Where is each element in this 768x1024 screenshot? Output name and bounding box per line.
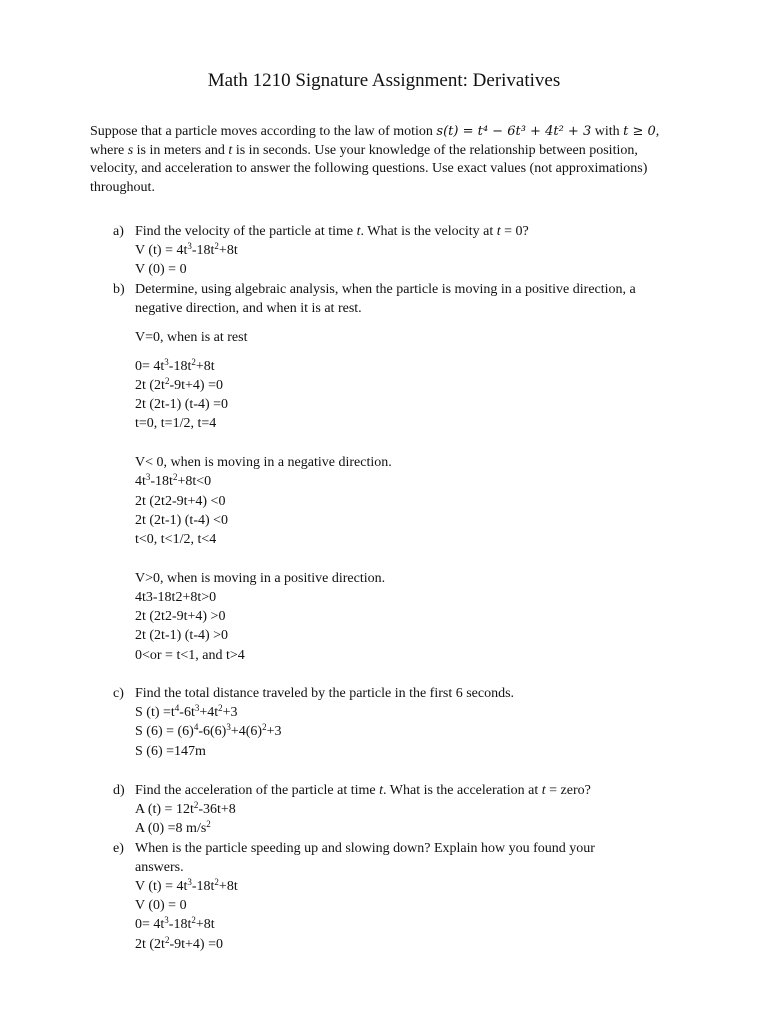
item-a-q-text-1: Find the velocity of the particle at time [135, 224, 357, 239]
item-d-q-var-t: t [379, 783, 384, 798]
intro-text-3: , where [90, 124, 660, 158]
item-d-q-var-t2: t [541, 783, 546, 798]
item-e-step-2: 2t $(2t^2-9t+4) =0$ [135, 935, 223, 952]
item-b-positive-step-2: 2t (2t2-9t+4) >0 [135, 609, 226, 624]
item-a-q-text-2: . What is the velocity at [360, 224, 497, 239]
item-b-rest-step-4: t=0, t=1/2, t=4 [135, 416, 217, 431]
item-b-positive-step-1: 4t3-18t2+8t>0 [135, 590, 217, 605]
item-d-acceleration-function: A $(t) = 12t^2-36t+8$ [135, 800, 236, 817]
item-e-marker: e) [113, 841, 124, 856]
item-e-question-line-1: When is the particle speeding up and slowing down? Explain how you found your [135, 841, 595, 856]
item-b-question-line-1: Determine, using algebraic analysis, when the particle is moving in a positive direction, a [135, 282, 636, 297]
item-e-velocity-at-zero: V (0) = 0 [135, 898, 187, 913]
item-e-question-line-2: answers. [135, 860, 184, 875]
item-b-rest-step-3: 2t (2t-1) (t-4) =0 [135, 397, 229, 412]
item-d-q-text-1: Find the acceleration of the particle at time [135, 783, 380, 798]
item-c-substitution: S $(6) = (6)^4-6(6)^3+4(6)^2+3$ [135, 722, 282, 739]
item-a-marker: a) [113, 224, 124, 239]
item-b-rest-step-2: 2t $(2t^2-9t+4) =0$ [135, 376, 223, 393]
item-e-step-1: $0= 4t^3-18t^2+8t$ [135, 915, 215, 932]
item-d-q-text-2: . What is the acceleration at [383, 783, 542, 798]
item-d-marker: d) [113, 783, 125, 798]
item-a-question [135, 224, 529, 240]
item-b-negative-step-3: 2t (2t-1) (t-4) <0 [135, 513, 229, 528]
item-a-q-var-t2: t [496, 224, 501, 239]
item-d-question [135, 783, 591, 799]
item-c-marker: c) [113, 686, 124, 701]
item-a-velocity-function: V $(t) = 4t^3-18t^2+8t$ [135, 241, 238, 258]
item-b-negative-step-2: 2t (2t2-9t+4) <0 [135, 494, 226, 509]
item-c-result: S (6) =147m [135, 744, 206, 759]
item-b-marker: b) [113, 282, 125, 297]
item-d-acceleration-at-zero: A (0) =8 $m/s^2$ [135, 819, 211, 836]
item-b-question-line-2: negative direction, and when it is at rest. [135, 301, 362, 316]
intro-paragraph [90, 123, 680, 197]
item-a-q-var-t: t [356, 224, 361, 239]
item-b-negative-step-4: t<0, t<1/2, t<4 [135, 532, 217, 547]
motion-law-equation: s(t) = t⁴ − 6t³ + 4t² + 3 [436, 124, 592, 139]
intro-var-s: s [127, 142, 134, 158]
document-title: Math 1210 Signature Assignment: Derivatives [207, 70, 561, 91]
intro-text-1: Suppose that a particle moves according to the law of motion [90, 124, 437, 139]
item-e-velocity-function: V $(t) = 4t^3-18t^2+8t$ [135, 877, 238, 894]
time-condition: t ≥ 0 [623, 124, 656, 139]
item-a-velocity-at-zero: V (0) = 0 [135, 262, 187, 277]
item-b-negative-step-1: $4t^3-18t^2+8t<0$ [135, 472, 212, 489]
item-b-positive-step-4: 0<or = t<1, and t>4 [135, 648, 245, 663]
item-b-positive-heading: V>0, when is moving in a positive direction. [135, 571, 386, 586]
item-b-rest-step-1: $0= 4t^3-18t^2+8t$ [135, 357, 215, 374]
intro-text-2: with [591, 124, 624, 139]
intro-text-4: is in meters and [133, 142, 229, 158]
item-b-rest-heading: V=0, when is at rest [135, 330, 248, 345]
item-b-negative-heading: V< 0, when is moving in a negative direction. [135, 455, 392, 470]
item-c-question: Find the total distance traveled by the particle in the first 6 seconds. [135, 686, 515, 701]
item-a-q-text-3: = 0? [500, 224, 529, 239]
intro-text-5: is in seconds. Use your knowledge of the relationship between position, velocity, and acceleration to answer the following questions. Use exact values (not approximations) throughout. [90, 142, 648, 195]
intro-var-t: t [228, 142, 233, 158]
item-c-position-function: S $(t) =t^4-6t^3+4t^2+3$ [135, 703, 238, 720]
item-d-q-text-3: = zero? [545, 783, 591, 798]
item-b-positive-step-3: 2t (2t-1) (t-4) >0 [135, 628, 229, 643]
